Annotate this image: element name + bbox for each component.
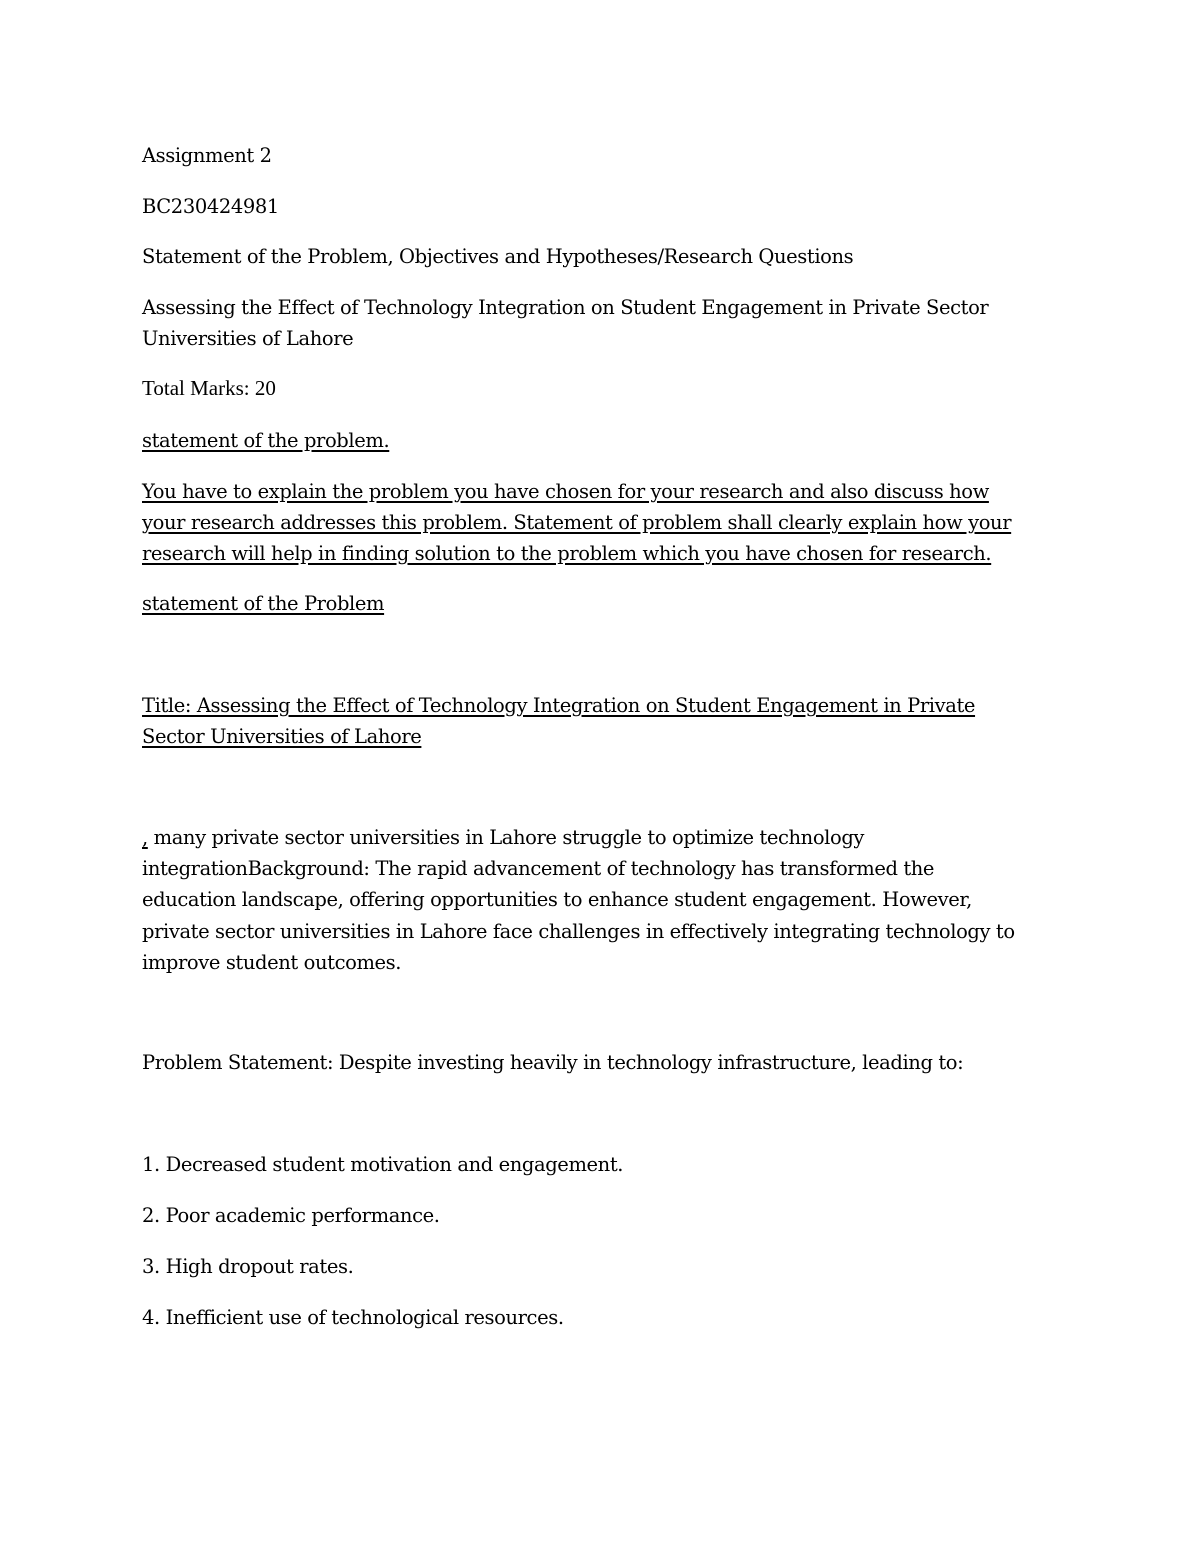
problem-item-1: 1. Decreased student motivation and engagement. bbox=[142, 1153, 624, 1176]
student-id: BC230424981 bbox=[142, 195, 279, 218]
assignment-title: Assignment 2 bbox=[142, 144, 272, 167]
problem-item-2: 2. Poor academic performance. bbox=[142, 1204, 440, 1227]
topic-line-1: Assessing the Effect of Technology Integration on Student Engagement in Private Sector bbox=[142, 296, 989, 319]
title-line-2: Sector Universities of Lahore bbox=[142, 725, 422, 748]
background-line-4: private sector universities in Lahore face challenges in effectively integrating technology to bbox=[142, 920, 1015, 943]
instruction-line-2: your research addresses this problem. Statement of problem shall clearly explain how your bbox=[142, 511, 1012, 534]
problem-item-4: 4. Inefficient use of technological resources. bbox=[142, 1306, 564, 1329]
instruction-line-3: research will help in finding solution to the problem which you have chosen for research. bbox=[142, 542, 992, 565]
background-line-2: integrationBackground: The rapid advancement of technology has transformed the bbox=[142, 857, 935, 880]
instruction-line-1: You have to explain the problem you have chosen for your research and also discuss how bbox=[142, 480, 989, 503]
background-line-5: improve student outcomes. bbox=[142, 951, 402, 974]
background-line-3: education landscape, offering opportunities to enhance student engagement. However, bbox=[142, 888, 972, 911]
background-prefix: , bbox=[142, 826, 148, 849]
problem-item-3: 3. High dropout rates. bbox=[142, 1255, 354, 1278]
background-line-1 bbox=[142, 822, 864, 853]
section-heading: statement of the Problem bbox=[142, 592, 385, 615]
assignment-heading: Statement of the Problem, Objectives and Hypotheses/Research Questions bbox=[142, 245, 854, 268]
title-line-1: Title: Assessing the Effect of Technology Integration on Student Engagement in Private bbox=[142, 694, 976, 717]
topic-line-2: Universities of Lahore bbox=[142, 327, 354, 350]
background-line-1-text: many private sector universities in Lahore struggle to optimize technology bbox=[147, 826, 865, 849]
total-marks: Total Marks: 20 bbox=[142, 376, 276, 400]
instruction-label: statement of the problem. bbox=[142, 429, 390, 452]
problem-statement: Problem Statement: Despite investing heavily in technology infrastructure, leading to: bbox=[142, 1051, 964, 1074]
